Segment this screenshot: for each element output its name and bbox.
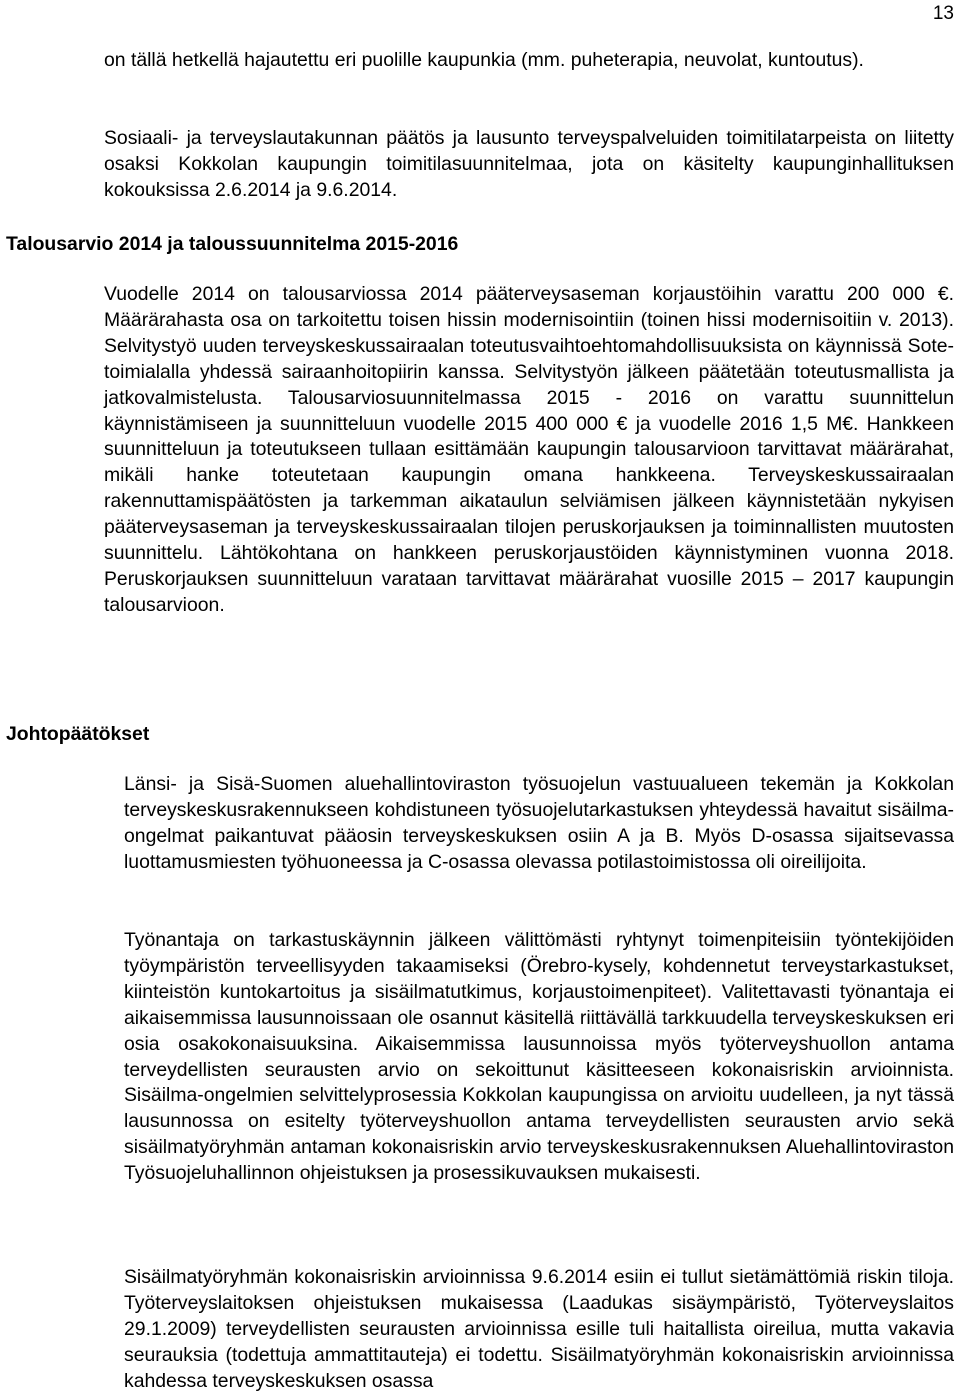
page-number: 13 [932,3,954,24]
conclusions-heading: Johtopäätökset [6,723,150,745]
conclusions-paragraph-1: Länsi- ja Sisä-Suomen aluehallintoviraston työsuojelun vastuualueen tekemän ja Kokkolan terveyskeskusrakennukseen kohdistuneen työsuojelutarkastuksen yhteydessä havaitut sisäilma-ongelmat paikantuvat pääosin terveyskeskuksen osiin A ja B. Myös D-osassa sijaitsevassa luottamusmiesten työhuoneessa ja C-osassa olevassa potilastoimistossa oli oireilijoita. [124,773,954,873]
budget-section-body: Vuodelle 2014 on talousarviossa 2014 pääterveysaseman korjaustöihin varattu 200 000 €. Määrärahasta osa on tarkoitettu toisen hissin modernisointiin (toinen hissi modernisoitiin v. 2013). Selvitystyö uuden terveyskeskussairaalan toteutusvaihtoehtomahdollisuuksista on käynnissä Sote-toimialalla yhdessä sairaanhoitopiirin kanssa. Selvitystyön jälkeen päätetään toteutusmallista ja jatkovalmistelusta. Talousarviosuunnitelmassa 2015 - 2016 on varattu suunnittelun käynnistämiseen ja suunnitteluun vuodelle 2015 400 000 € ja vuodelle 2016 1,5 M€. Hankkeen suunnitteluun ja toteutukseen tullaan esittämään kaupungin talousarvioon tarvittavat määrärahat, mikäli hanke toteutetaan kaupungin omana hankkeena. Terveyskeskussairaalan rakennuttamispäätösten ja tarkemman aikataulun selviämisen jälkeen käynnistetään nykyisen pääterveysaseman ja terveyskeskussairaalan tilojen peruskorjauksen ja toiminnallisten muutosten suunnittelu. Lähtökohtana on hankkeen peruskorjaustöiden käynnistyminen vuonna 2018. Peruskorjauksen suunnitteluun varataan tarvittavat määrärahat vuosille 2015 – 2017 kaupungin talousarvioon. [104,283,954,616]
intro-paragraph-1: on tällä hetkellä hajautettu eri puolille kaupunkia (mm. puheterapia, neuvolat, kuntoutus). [104,49,864,71]
intro-paragraph-2: Sosiaali- ja terveyslautakunnan päätös ja lausunto terveyspalveluiden toimitilatarpeista on liitetty osaksi Kokkolan kaupungin toimitilasuunnitelmaa, jota on käsitelty kaupunginhallituksen kokouksissa 2.6.2014 ja 9.6.2014. [104,127,954,201]
conclusions-paragraph-3: Sisäilmatyöryhmän kokonaisriskin arvioinnissa 9.6.2014 esiin ei tullut sietämättömiä riskin tiloja. Työterveyslaitoksen ohjeistuksen mukaisessa (Laadukas sisäympäristö, Työterveyslaitos 29.1.2009) terveydellisten seurausten arvioinnissa esille tuli haitallista oireilua, mutta vakavia seurauksia (todettuja ammattitauteja) ei todettu. Sisäilmatyöryhmän kokonaisriskin arvioinnissa kahdessa terveyskeskuksen osassa [124,1266,954,1392]
conclusions-paragraph-2: Työnantaja on tarkastuskäynnin jälkeen välittömästi ryhtynyt toimenpiteisiin työntekijöiden työympäristön terveellisyyden takaamiseksi (Örebro-kysely, kohdennetut terveystarkastukset, kiinteistön kuntokartoitus ja sisäilmatutkimus, korjaustoimenpiteet). Valitettavasti työnantaja ei aikaisemmissa lausunnoissaan ole osannut käsitellä riittävällä tarkkuudella terveyskeskuksen eri osia osakokonaisuuksina. Aikaisemmissa lausunnoissa myös työterveyshuollon antama terveydellisten seurausten arvio on sekoittunut käsitteeseen kokonaisriskin arvioinnista. Sisäilma-ongelmien selvittelyprosessia Kokkolan kaupungissa on arvioitu uudelleen, ja nyt tässä lausunnossa on esitelty työterveyshuollon antama terveydellisten seurausten arvio sekä sisäilmatyöryhmän antaman kokonaisriskin arvio terveyskeskusrakennuksen Aluehallintoviraston Työsuojeluhallinnon ohjeistuksen ja prosessikuvauksen mukaisesti. [124,929,954,1185]
budget-section-heading: Talousarvio 2014 ja taloussuunnitelma 2015-2016 [6,233,459,255]
